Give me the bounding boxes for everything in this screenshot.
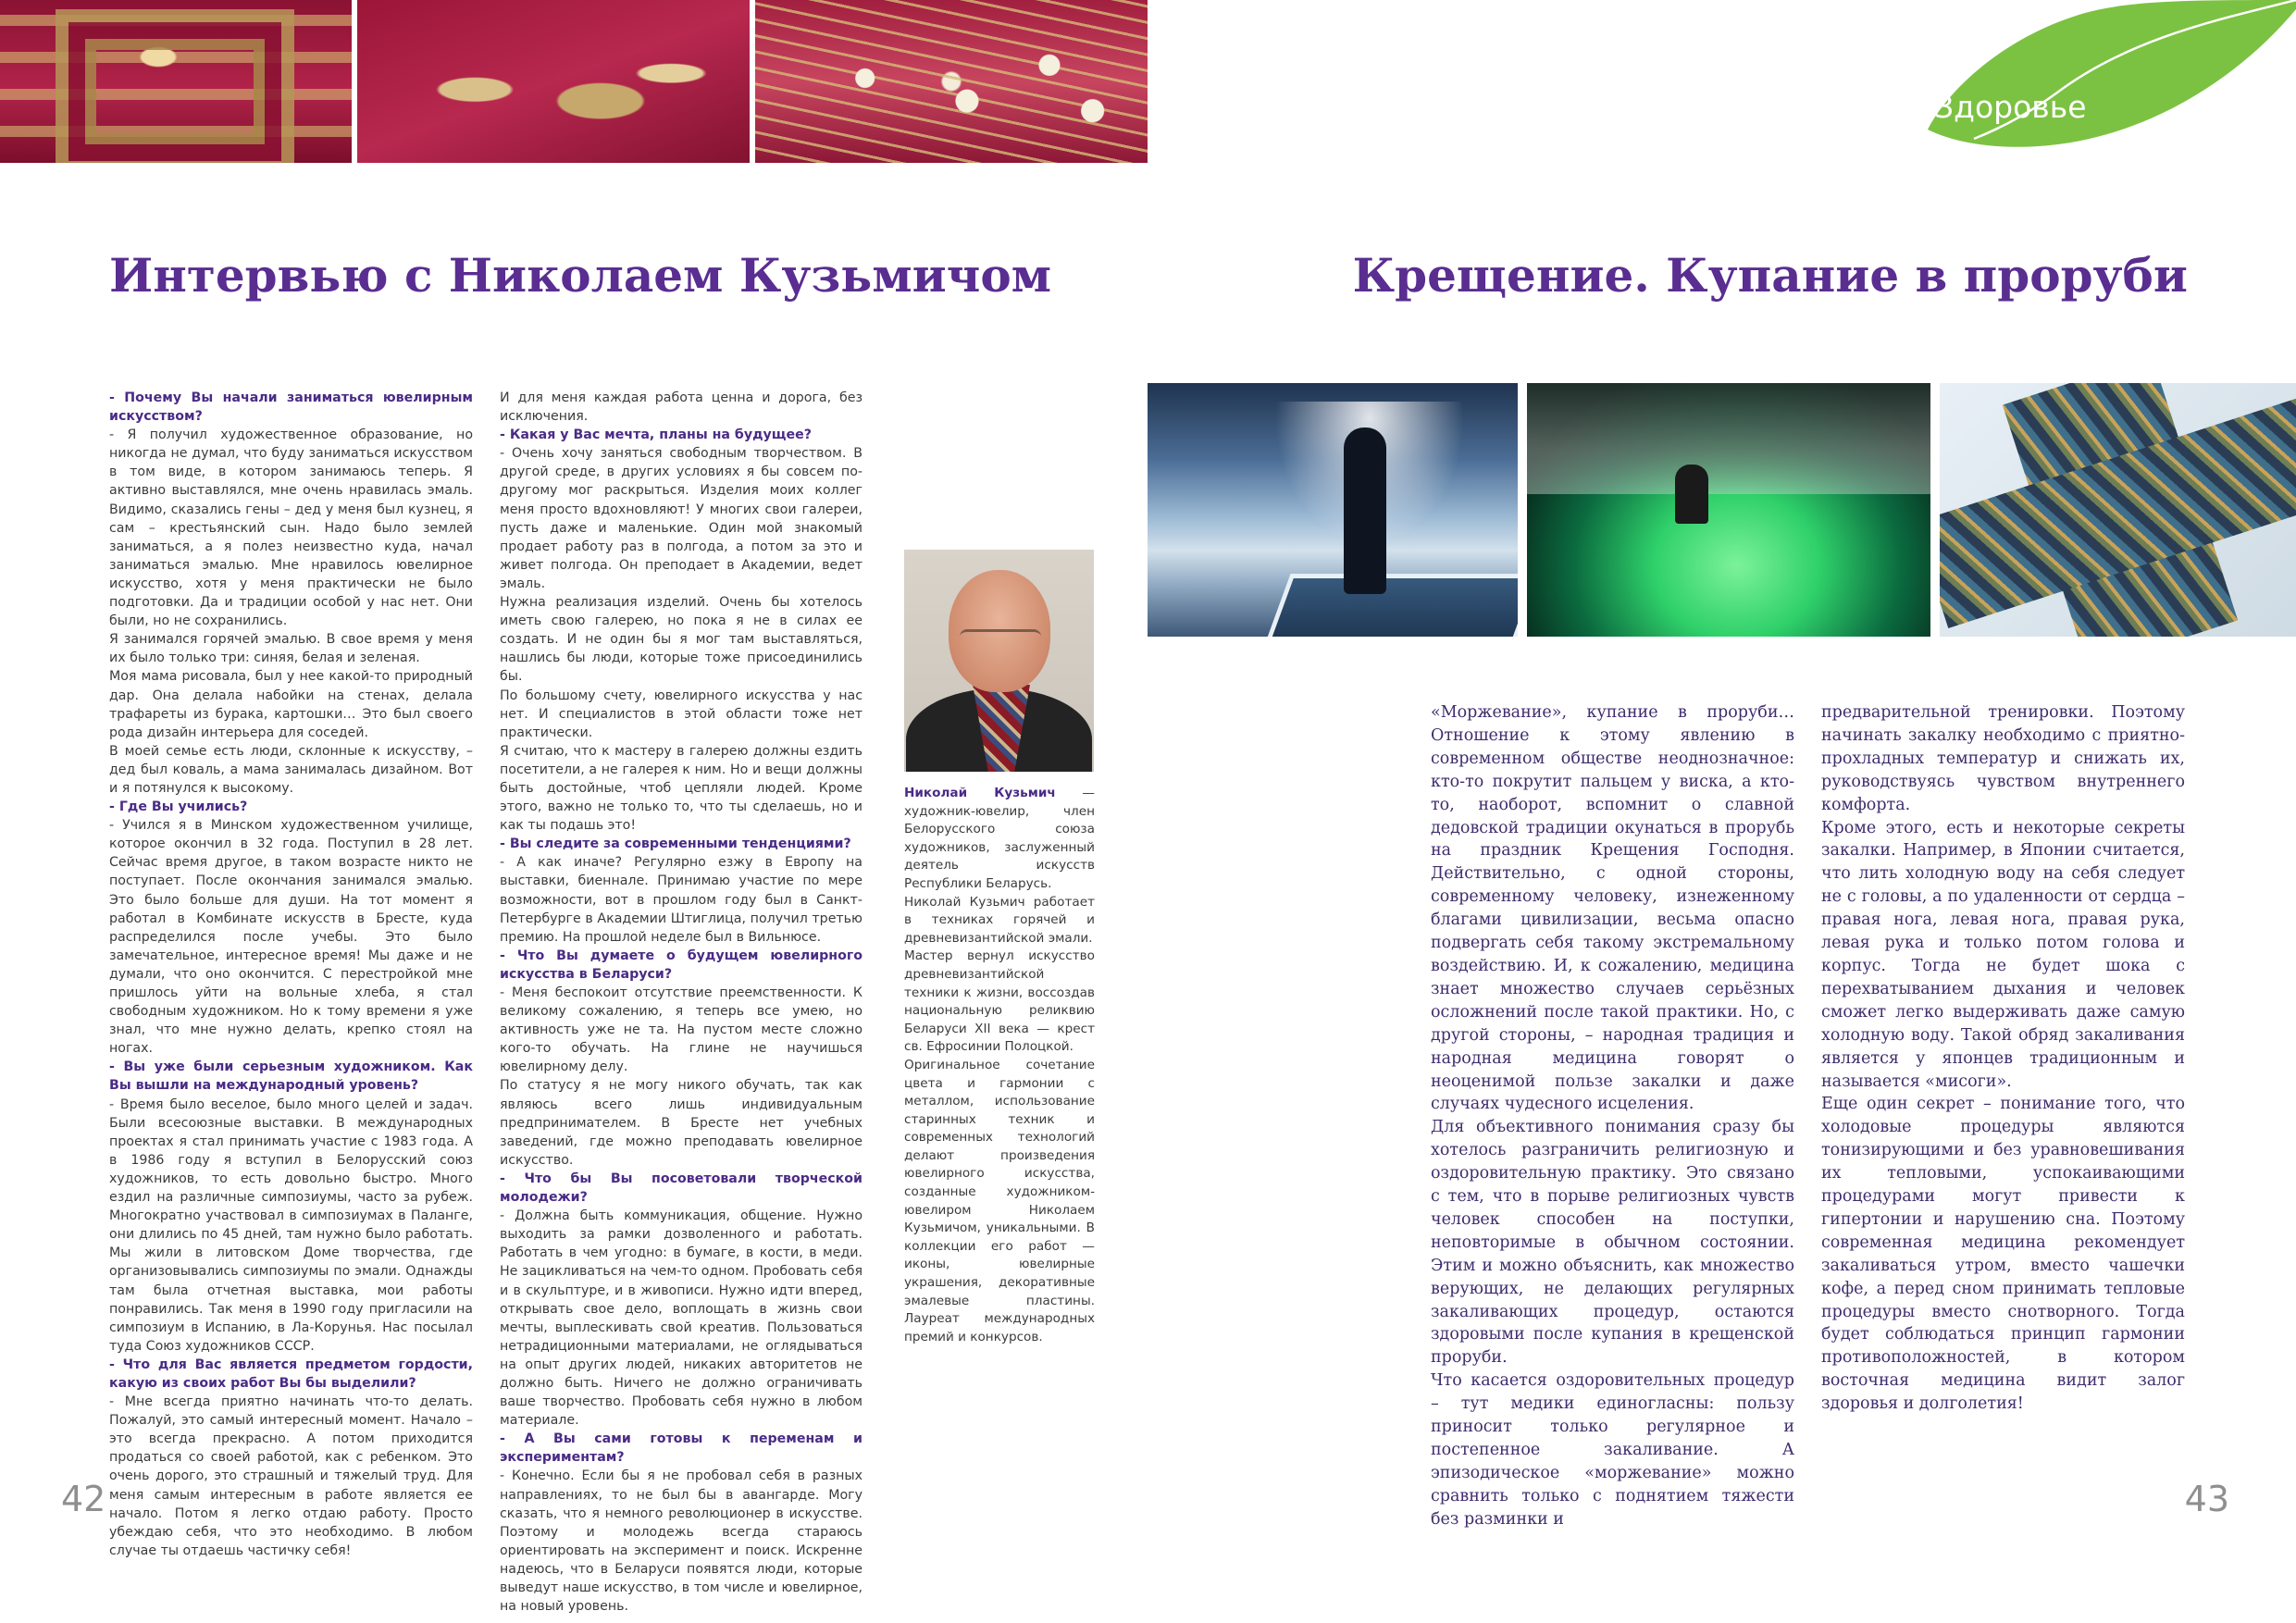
interview-question: - Где Вы учились? xyxy=(109,799,248,815)
interview-answer: Моя мама рисовала, был у нее какой-то природный дар. Она делала набойки на стенах, делала трафареты из бурака, картошки… Это был своего рода дизайн интерьера для соседей. xyxy=(109,669,473,740)
interview-column-1 xyxy=(109,389,473,1560)
interview-answer: Я считаю, что к мастеру в галерею должны ездить посетители, а не галерея к ним. Но и вещи должны быть достойные, чтоб цепляли людей. Кроме этого, важно не только то, что ты сделаешь, но и как ты подашь это! xyxy=(500,743,863,834)
portrait-photo xyxy=(904,550,1094,772)
interview-answer: По большому счету, ювелирного искусства у нас нет. И специалистов в этой области тоже нет практически. xyxy=(500,688,863,740)
article-column-1 xyxy=(1431,701,1794,1531)
interview-question: - Что бы Вы посоветовали творческой молодежи? xyxy=(500,1171,863,1206)
interview-column-2 xyxy=(500,389,863,1616)
interview-answer: - Должна быть коммуникация, общение. Нужно выходить за рамки дозволенного и работать. Работать в чем угодно: в бумаге, в кости, в меди. Не зацикливаться на чем-то одном. Пробовать себя и в скульптуре, и в живописи. Нужно идти вперед, открывать свое дело, воплощать в жизнь свои мечты, выплескивать свой креатив. Пользоваться нетрадиционными материалами, не оглядываться на опыт других людей, никаких авторитетов не должно быть. Ничего не должно ограничивать ваше творчество. Пробовать себя нужно в любом материале. xyxy=(500,1208,863,1429)
section-label: Здоровье xyxy=(1934,89,2087,125)
article-title-epiphany: Крещение. Купание в проруби xyxy=(1352,248,2188,303)
article-paragraph: Кроме этого, есть и некоторые секреты закалки. Например, в Японии считается, что лить холодную воду на себя следует не с головы, а по удаленности от сердца – правая нога, левая нога, правая рука, левая рука и только потом голова и корпус. Тогда не будет шока с перехватыванием дыхания и человек сможет легко выдерживать даже самую холодную воду. Такой обряд закаливания является у японцев традиционным и называется «мисоги». xyxy=(1821,818,2185,1091)
photo-jewelry-enamel-birds xyxy=(357,0,750,163)
interview-question: - Вы уже были серьезным художником. Как Вы вышли на международный уровень? xyxy=(109,1059,473,1094)
interview-answer: - А как иначе? Регулярно езжу в Европу на выставки, биеннале. Принимаю участие по мере возможности, вот в прошлом году был в Санкт-Петербурге в Академии Штиглица, получил третью премию. На прошлой неделе был в Вильнюсе. xyxy=(500,855,863,945)
interview-answer: - Я получил художественное образование, но никогда не думал, что буду заниматься искусством в том виде, в котором занимаюсь теперь. Я активно выставлялся, мне очень нравилась эмаль. Видимо, сказались гены – дед у меня был кузнец, я сам – крестьянский сын. Надо было землей заниматься, а я полез неизвестно куда, начал заниматься эмалью. Мне нравилось ювелирное искусство, хотя у меня практически не было подготовки. Да и традиции особой у нас нет. Они были, но не сохранились. xyxy=(109,427,473,629)
interview-answer: В моей семье есть люди, склонные к искусству, – дед был коваль, а мама занималась дизайном. Вот и я потянулся к высокому. xyxy=(109,743,473,796)
caption-paragraph: Николай Кузьмич работает в техниках горячей и древневизантийской эмали. xyxy=(904,894,1095,946)
photo-ice-hole-swimmer xyxy=(1148,383,1518,637)
interview-question: - А Вы сами готовы к переменам и экспериментам? xyxy=(500,1431,863,1466)
interview-answer: Я занимался горячей эмалью. В свое время у меня их было только три: синяя, белая и зеленая. xyxy=(109,632,473,666)
interview-question: - Что Вы думаете о будущем ювелирного искусства в Беларуси? xyxy=(500,948,863,982)
caption-paragraph: Мастер вернул искусство древневизантийской техники к жизни, воссоздав национальную реликвию Беларуси XII века — крест св. Ефросинии Полоцкой. xyxy=(904,948,1095,1055)
photo-jewelry-square-pendant xyxy=(0,0,352,163)
article-paragraph: Еще один секрет – понимание того, что холодовые процедуры являются тонизирующими и без уравновешивания их тепловыми, успокаивающими процедурами могут привести к гипертонии и нарушению сна. Поэтому современная медицина рекомендует закаливаться утром, вместо чашечки кофе, а перед сном принимать тепловые процедуры вместо снотворного. Тогда будет соблюдаться принцип гармонии противоположностей, в котором восточная медицина видит залог здоровья и долголетия! xyxy=(1821,1095,2185,1414)
leaf-icon xyxy=(1891,0,2296,148)
caption-paragraphs xyxy=(904,894,1095,1347)
interview-answer: - Мне всегда приятно начинать что-то делать. Пожалуй, это самый интересный момент. Начало – это всегда прекрасно. А потом приходится продаться со своей работой, как с ребенком. Это очень дорого, это страшный и тяжелый труд. Для меня самым интересным в работе является ее начало. Потом я легко отдаю работу. Просто убеждаю себя, что это необходимо. В любом случае ты отдаешь частичку себя! xyxy=(109,1394,473,1558)
interview-question: - Вы следите за современными тенденциями? xyxy=(500,836,851,852)
interview-question: - Почему Вы начали заниматься ювелирным искусством? xyxy=(109,390,473,425)
article-title-interview: Интервью с Николаем Кузьмичом xyxy=(109,248,1052,303)
section-leaf xyxy=(1891,0,2296,148)
article-column-2 xyxy=(1821,701,2185,1416)
interview-answer: - Время было веселое, было много целей и задач. Были всесоюзные выставки. В международных проектах я стал принимать участие с 1983 года. А в 1986 году я вступил в Белорусский союз художников, то есть довольно быстро. Много ездил на различные симпозиумы, часто за рубеж. Многократно участвовал в симпозиумах в Паланге, они длились по 45 дней, там нужно было работать. Мы жили в литовском Доме творчества, где организовывались симпозиумы по эмали. Однажды там была отчетная выставка, мои работы понравились. Так меня в 1990 году пригласили на симпозиум в Испанию, в Ла-Корунья. Нас посылал туда Союз художников СССР. xyxy=(109,1096,473,1354)
portrait-caption xyxy=(904,785,1095,1346)
portrait-glasses xyxy=(960,629,1041,652)
article-paragraph: предварительной тренировки. Поэтому начинать закалку необходимо с приятно-прохладных температур и снижать их, руководствуясь чувством внутреннего комфорта. xyxy=(1821,703,2185,814)
interview-answer: - Меня беспокоит отсутствие преемственности. К великому сожалению, я теперь все умею, но активность уже не та. На пустом месте сложно кого-то обучать. На глине не научишься ювелирному делу. xyxy=(500,985,863,1075)
caption-name: Николай Кузьмич xyxy=(904,786,1056,800)
caption-intro-text: — художник-ювелир, член Белорусского союза художников, заслуженный деятель искусств Республики Беларусь. xyxy=(904,786,1095,891)
page-number-right: 43 xyxy=(2184,1479,2229,1519)
interview-answer: И для меня каждая работа ценна и дорога, без исключения. xyxy=(500,390,863,425)
interview-answer: Нужна реализация изделий. Очень бы хотелось иметь свою галерею, но пока я не в силах ее создать. И не один бы я мог там выставляться, нашлись бы люди, которые тоже присоединились бы. xyxy=(500,595,863,685)
interview-answer: - Очень хочу заняться свободным творчеством. В другой среде, в других условиях я бы совсем по-другому мог раскрыться. Изделия моих коллег меня просто вдохновляют! У многих свои галереи, пусть даже и маленькие. Один мой знакомый продает работу раз в полгода, а потом за это и живет полгода. Он преподает в Академии, ведет эмаль. xyxy=(500,446,863,591)
photo-cross-ice-hole xyxy=(1940,383,2296,637)
interview-question: - Что для Вас является предметом гордости, какую из своих работ Вы бы выделили? xyxy=(109,1357,473,1391)
caption-intro xyxy=(904,785,1095,894)
interview-question: - Какая у Вас мечта, планы на будущее? xyxy=(500,427,812,443)
photo-jewelry-pearl-wires xyxy=(755,0,1148,163)
article-paragraph: Что касается оздоровительных процедур – тут медики единогласны: пользу приносит только регулярное и постепенное закаливание. А эпизодическое «моржевание» можно сравнить только с поднятием тяжести без разминки и xyxy=(1431,1371,1794,1529)
interview-answer: По статусу я не могу никого обучать, так как являюсь всего лишь индивидуальным предпринимателем. В Бресте нет учебных заведений, где можно преподавать ювелирное искусство. xyxy=(500,1078,863,1168)
page-number-left: 42 xyxy=(61,1479,106,1519)
article-paragraph: «Моржевание», купание в проруби… Отношение к этому явлению в современном обществе неоднозначное: кто-то покрутит пальцем у виска, а кто-то, наоборот, вспомнит о славной дедовской традиции окунаться в прорубь на праздник Крещения Господня. Действительно, с одной стороны, современному человеку, изнеженному благами цивилизации, весьма опасно подвергать себя такому экстремальному воздействию. И, к сожалению, медицина знает множество случаев серьёзных осложнений после такой практики. Но, с другой стороны, – народная традиция и народная медицина говорят о неоценимой пользе закалки и даже случаях чудесного исцеления. xyxy=(1431,703,1794,1114)
page-right xyxy=(1148,0,2296,1623)
interview-answer: - Учился я в Минском художественном училище, которое окончил в 32 года. Поступил в 28 лет. Сейчас время другое, в таком возрасте никто не поступает. После окончания занимался эмалью. Это было больше для души. На тот момент я работал в Комбинате искусств в Бресте, куда распределился после учебы. Это было замечательное, интересное время! Мы даже и не думали, что оно окончится. С перестройкой мне пришлось уйти на вольные хлеба, я стал свободным художником. Но к тому времени я уже знал, что мне нужно делать, крепко стоял на ногах. xyxy=(109,818,473,1057)
article-paragraph: Для объективного понимания сразу бы хотелось разграничить религиозную и оздоровительную практику. Это связано с тем, что в порыве религиозных чувств человек способен на поступки, неповторимые в обычном состоянии. Этим и можно объяснить, как множество верующих, не делающих регулярных закаливающих процедур, остаются здоровыми после купания в крещенской проруби. xyxy=(1431,1118,1794,1368)
caption-paragraph: Оригинальное сочетание цвета и гармонии с металлом, использование старинных техник и современных технологий делают произведения ювелирного искусства, созданные художником-ювелиром Николаем Кузьмичом, уникальными. В коллекции его работ — иконы, ювелирные украшения, декоративные эмалевые пластины. Лауреат международных премий и конкурсов. xyxy=(904,1057,1095,1344)
interview-answer: - Конечно. Если бы я не пробовал себя в разных направлениях, то не был бы в авангарде. Могу сказать, что я немного революционер в искусстве. Поэтому и молодежь всегда стараюсь ориентировать на эксперимент и поиск. Искренне надеюсь, что в Беларуси появятся люди, которые выведут наше искусство, в том числе и ювелирное, на новый уровень. xyxy=(500,1468,863,1615)
photo-green-lit-ice-hole xyxy=(1527,383,1930,637)
